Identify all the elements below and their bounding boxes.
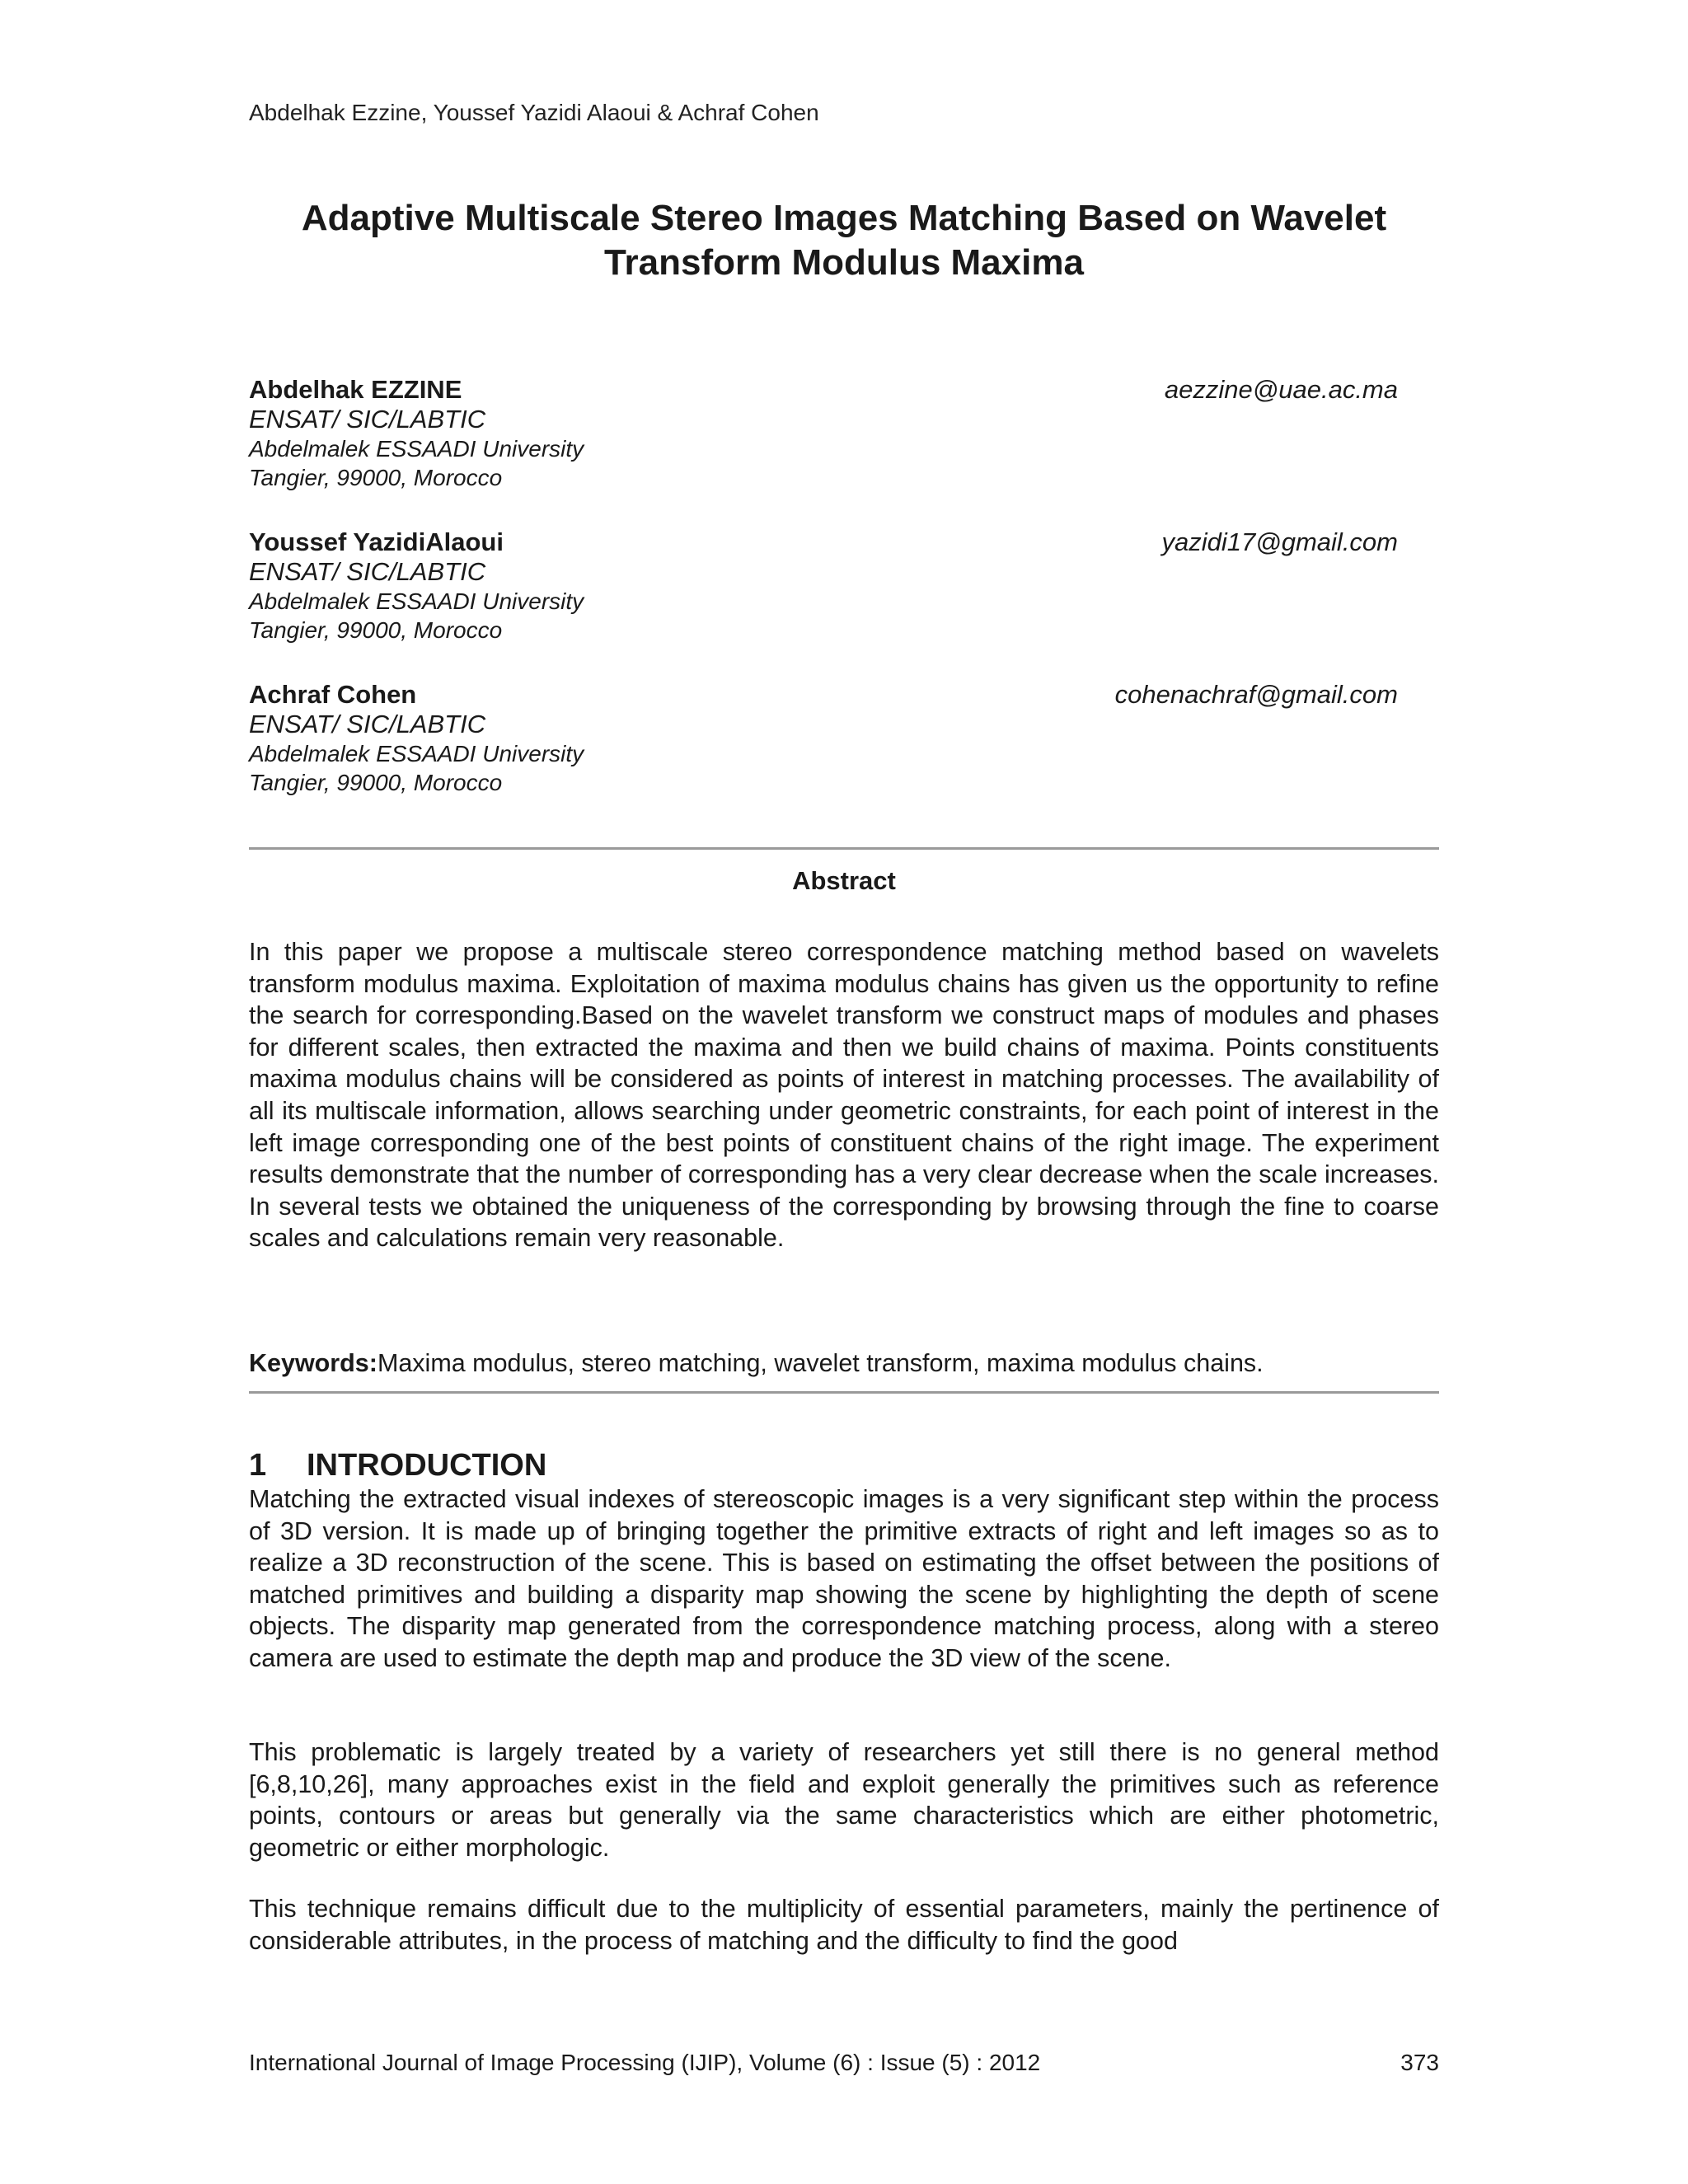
author-university: Abdelmalek ESSAADI University	[249, 588, 584, 614]
running-header: Abdelhak Ezzine, Youssef Yazidi Alaoui & Achraf Cohen	[249, 100, 819, 125]
section-number: 1	[249, 1448, 267, 1483]
intro-paragraph: Matching the extracted visual indexes of stereoscopic images is a very significant step within the process of 3D version. It is made up of bringing together the primitive extracts of right and left images so as to realize a 3D reconstruction of the scene. This is based on estimating the offset between the positions of matched primitives and building a disparity map showing the scene by highlighting the depth of scene objects. The disparity map generated from the correspondence matching process, along with a stereo camera are used to estimate the depth map and produce the 3D view of the scene.	[249, 1485, 1439, 1672]
page-footer	[249, 2049, 1439, 2077]
author-location: Tangier, 99000, Morocco	[249, 465, 503, 490]
keywords-bottom-divider	[249, 1391, 1439, 1394]
journal-citation: International Journal of Image Processing (IJIP), Volume (6) : Issue (5) : 2012	[249, 2050, 1041, 2075]
author-department: ENSAT/ SIC/LABTIC	[249, 557, 486, 586]
author-department: ENSAT/ SIC/LABTIC	[249, 405, 486, 434]
abstract-heading: Abstract	[792, 866, 896, 895]
section-title: INTRODUCTION	[307, 1448, 547, 1483]
intro-paragraph: This problematic is largely treated by a variety of researchers yet still there is no general method [6,8,10,26], many approaches exist in the field and exploit generally the primitives such as reference points, contours or areas but generally via the same characteristics which are either photometric, geometric or either morphologic.	[249, 1738, 1439, 1862]
author-location: Tangier, 99000, Morocco	[249, 617, 503, 643]
author-email: aezzine@uae.ac.ma	[1164, 375, 1398, 404]
author-email: cohenachraf@gmail.com	[1114, 680, 1398, 709]
author-location: Tangier, 99000, Morocco	[249, 770, 503, 795]
paper-title-line-1: Adaptive Multiscale Stereo Images Matching Based on Wavelet	[301, 198, 1387, 238]
author-university: Abdelmalek ESSAADI University	[249, 436, 584, 462]
section-heading-introduction	[249, 1447, 546, 1483]
author-block	[249, 375, 1398, 527]
keywords	[249, 1347, 1439, 1379]
author-name: Achraf Cohen	[249, 680, 417, 709]
keywords-label: Keywords:	[249, 1349, 377, 1377]
page-number: 373	[1400, 2050, 1439, 2075]
author-list	[249, 375, 1398, 832]
abstract-text: In this paper we propose a multiscale stereo correspondence matching method based on wavelets transform modulus maxima. Exploitation of maxima modulus chains has given us the opportunity to refine the search for corresponding.Based on the wavelet transform we construct maps of modules and phases for different scales, then extracted the maxima and then we build chains of maxima. Points constituents maxima modulus chains will be considered as points of interest in matching processes. The availability of all its multiscale information, allows searching under geometric constraints, for each point of interest in the left image corresponding one of the best points of constituent chains of the right image. The experiment results demonstrate that the number of corresponding has a very clear decrease when the scale increases. In several tests we obtained the uniqueness of the corresponding by browsing through the fine to coarse scales and calculations remain very reasonable.	[249, 938, 1439, 1253]
author-name: Abdelhak EZZINE	[249, 375, 462, 404]
paper-title-line-2: Transform Modulus Maxima	[604, 242, 1084, 283]
author-block	[249, 527, 1398, 680]
abstract-top-divider	[249, 847, 1439, 850]
author-department: ENSAT/ SIC/LABTIC	[249, 710, 486, 738]
keywords-text: Maxima modulus, stereo matching, wavelet transform, maxima modulus chains.	[377, 1349, 1264, 1377]
author-email: yazidi17@gmail.com	[1161, 527, 1398, 556]
author-name: Youssef YazidiAlaoui	[249, 527, 504, 556]
intro-paragraph: This technique remains difficult due to the multiplicity of essential parameters, mainly the pertinence of considerable attributes, in the process of matching and the difficulty to find the good	[249, 1895, 1439, 1955]
paper-title	[214, 196, 1474, 285]
author-block	[249, 680, 1398, 832]
author-university: Abdelmalek ESSAADI University	[249, 741, 584, 766]
